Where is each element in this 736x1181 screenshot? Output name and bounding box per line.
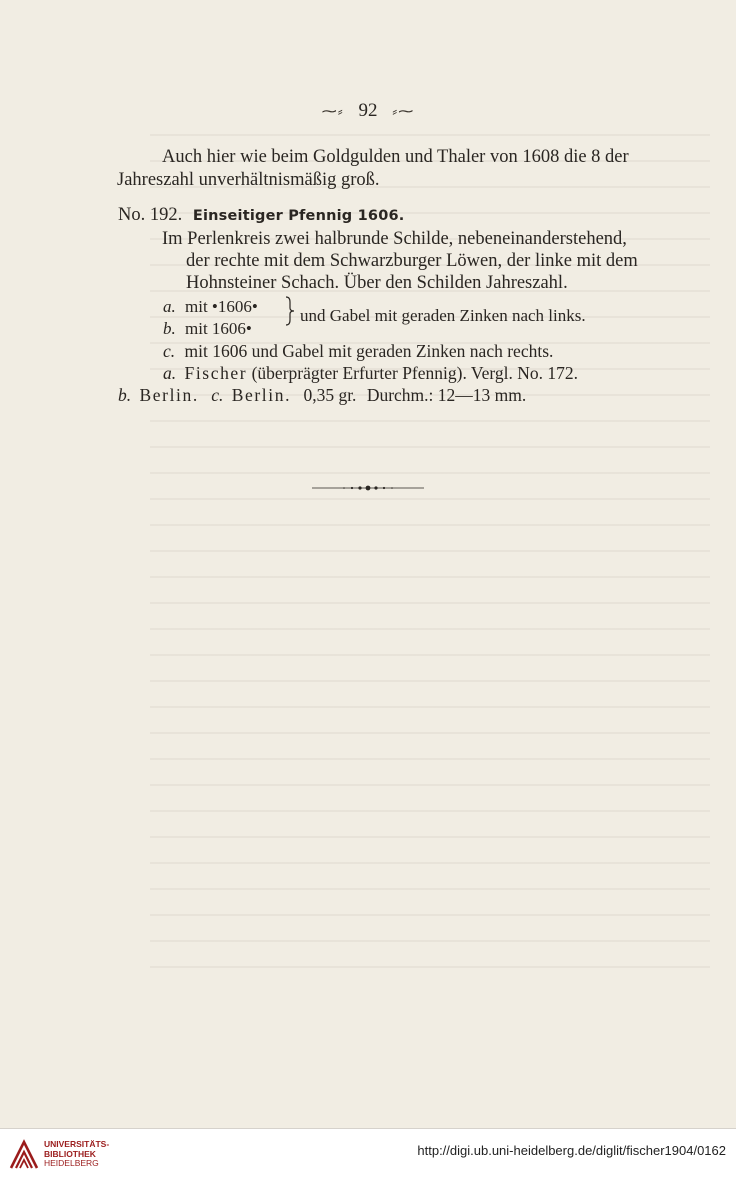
source-a — [163, 362, 578, 384]
intro-line-1: Auch hier wie beim Goldgulden und Thaler von 1608 die 8 der — [162, 147, 629, 167]
variant-a-label: a. — [163, 297, 176, 316]
source-c-name: Berlin. — [231, 385, 292, 405]
weight: 0,35 gr. — [303, 385, 357, 405]
ornament-right: ⸗⁓ — [392, 104, 415, 120]
variant-a — [163, 296, 258, 318]
permalink-url[interactable]: http://digi.ub.uni-heidelberg.de/diglit/fischer1904/0162 — [417, 1143, 726, 1158]
page-number-header — [0, 100, 736, 122]
library-logo-icon — [8, 1138, 40, 1172]
variant-c-label: c. — [163, 341, 176, 361]
source-a-text: (überprägter Erfurter Pfennig). Vergl. No. 172. — [251, 363, 579, 383]
page-number: 92 — [358, 100, 378, 121]
description-line-2: der rechte mit dem Schwarzburger Löwen, der linke mit dem — [186, 251, 638, 271]
variant-c — [163, 340, 553, 362]
variant-b-text: mit 1606• — [185, 319, 252, 338]
right-brace — [285, 296, 295, 326]
ornament-left: ⁓⸗ — [321, 104, 344, 120]
decorative-rule — [312, 484, 424, 492]
library-line-1: UNIVERSITÄTS- — [44, 1139, 110, 1149]
variant-b — [163, 318, 252, 340]
entry-number: No. 192. — [118, 205, 183, 225]
library-line-2: BIBLIOTHEK — [44, 1148, 96, 1159]
source-a-name: Fischer — [184, 363, 248, 383]
variant-b-label: b. — [163, 319, 176, 338]
description-line-1: Im Perlenkreis zwei halbrunde Schilde, nebeneinanderstehend, — [162, 229, 627, 249]
source-c-label: c. — [211, 385, 224, 405]
source-b-label: b. — [118, 385, 132, 405]
variant-c-text: mit 1606 und Gabel mit geraden Zinken nach rechts. — [184, 341, 554, 361]
source-a-label: a. — [163, 363, 177, 383]
digitization-footer — [0, 1128, 736, 1181]
library-line-3: HEIDELBERG — [44, 1158, 99, 1168]
description-line-3: Hohnsteiner Schach. Über den Schilden Jahreszahl. — [186, 273, 568, 293]
diameter: Durchm.: 12—13 mm. — [366, 385, 527, 405]
entry-title: Einseitiger Pfennig 1606. — [192, 208, 405, 224]
source-b-name: Berlin. — [139, 385, 199, 405]
source-bc-line — [118, 384, 526, 406]
library-name — [44, 1140, 109, 1169]
entry-heading — [118, 204, 405, 227]
intro-line-2: Jahreszahl unverhältnismäßig groß. — [117, 170, 380, 190]
variant-ab-suffix: und Gabel mit geraden Zinken nach links. — [300, 306, 586, 325]
variant-a-text: mit •1606• — [185, 297, 258, 316]
